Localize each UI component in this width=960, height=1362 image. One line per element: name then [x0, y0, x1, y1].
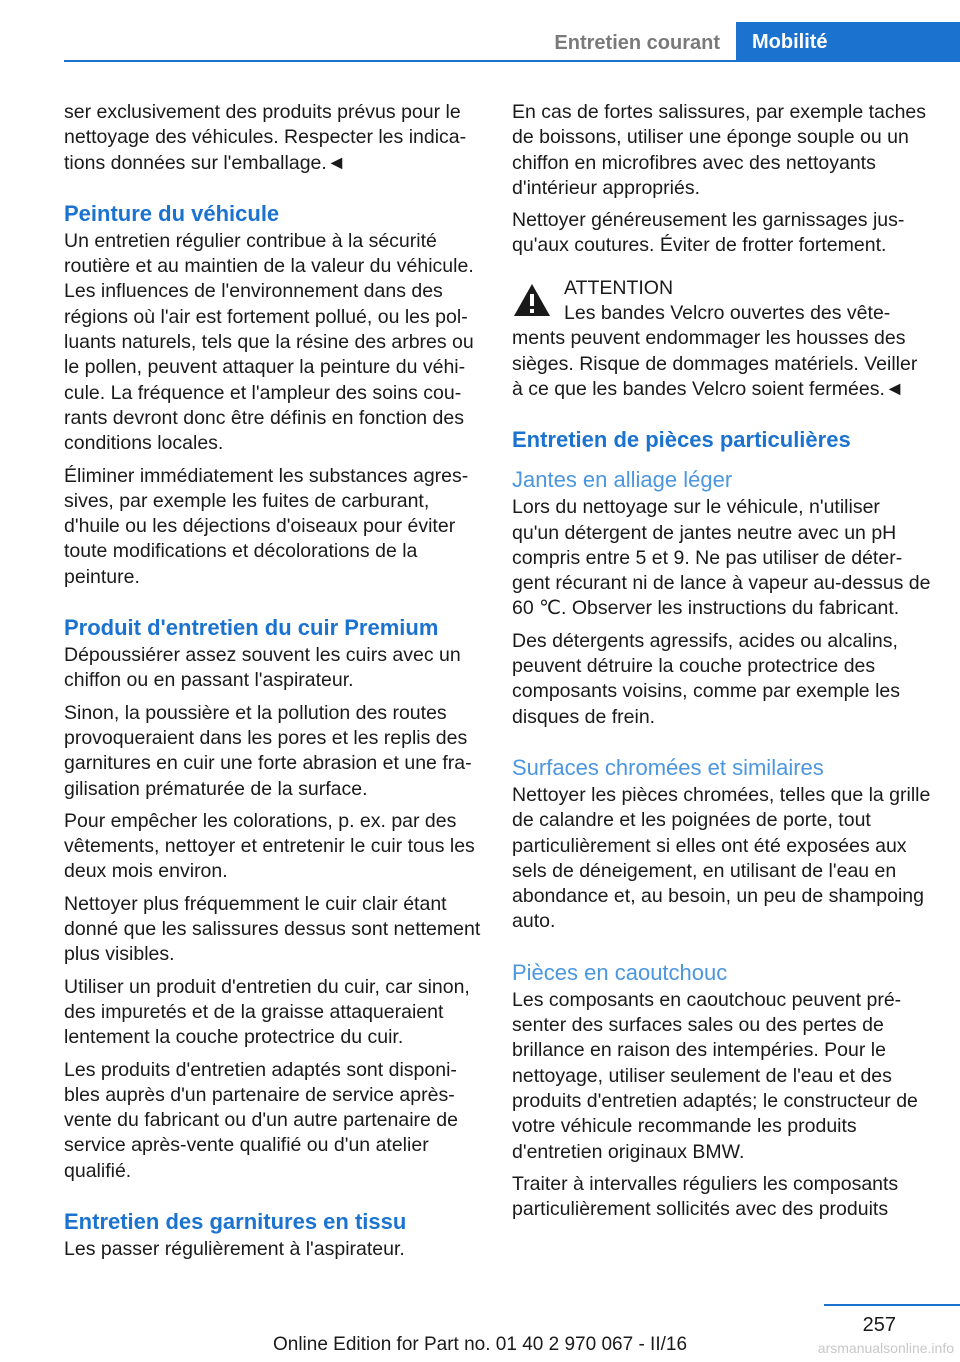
- watermark: arsmanualsonline.info: [817, 1340, 954, 1356]
- left-column: [64, 100, 484, 1269]
- heading-chrome: Surfaces chromées et similaires: [512, 754, 824, 780]
- heading-leather: Produit d'entretien du cuir Premium: [64, 615, 439, 641]
- leather-paragraph-2: Sinon, la poussière et la pollution des routes provoqueraient dans les pores et les replis des garnitures en cuir une forte abrasion et une fragilisation prématurée de la surface.: [64, 701, 472, 800]
- section-tab[interactable]: Entretien courant: [554, 32, 720, 54]
- heading-alloy: Jantes en alliage léger: [512, 467, 733, 493]
- warning-box: [512, 276, 932, 402]
- warning-triangle-icon: [512, 282, 552, 318]
- leather-paragraph-6: Les produits d'entretien adaptés sont disponibles auprès d'un partenaire de service après-vente du fabricant ou d'un autre partenaire de service après-vente qualifié ou d'un atelier qualifié.: [64, 1058, 458, 1182]
- intro-paragraph: ser exclusivement des produits prévus pour le nettoyage des véhicules. Respecter les indications données sur l'emballage.◄: [64, 101, 467, 174]
- leather-paragraph-1: Dépoussiérer assez souvent les cuirs avec un chiffon ou en passant l'aspirateur.: [64, 644, 461, 692]
- fabric-paragraph-3: Nettoyer généreusement les garnissages jusqu'aux coutures. Éviter de frotter fortement.: [512, 209, 905, 257]
- warning-title: ATTENTION: [564, 276, 674, 299]
- heading-paint: Peinture du véhicule: [64, 200, 280, 226]
- header-rule: [64, 60, 960, 62]
- rubber-paragraph-1: Les composants en caoutchouc peuvent présenter des surfaces sales ou des pertes de brillance en raison des intempéries. Pour le nettoyage, utiliser seulement de l'eau et des produits d'entretien adaptés; le constructeur de votre véhicule recommande les produits d'entretien originaux BMW.: [512, 988, 918, 1163]
- heading-parts: Entretien de pièces particulières: [512, 427, 851, 453]
- footer-rule: [824, 1304, 960, 1306]
- paint-paragraph-2: Éliminer immédiatement les substances agressives, par exemple les fuites de carburant, d'huile ou les déjections d'oiseaux pour éviter toute modifications et décolorations de la peinture.: [64, 464, 469, 588]
- right-column: [512, 100, 932, 1229]
- heading-rubber: Pièces en caoutchouc: [512, 959, 728, 985]
- chapter-tab[interactable]: Mobilité: [736, 22, 960, 62]
- alloy-paragraph-2: Des détergents agressifs, acides ou alcalins, peuvent détruire la couche protectrice des composants voisins, comme par exemple les disques de frein.: [512, 629, 900, 728]
- alloy-paragraph-1: Lors du nettoyage sur le véhicule, n'utiliser qu'un détergent de jantes neutre avec un pH compris entre 5 et 9. Ne pas utiliser de détergent récurant ni de lance à vapeur au-dessus de 60 ℃. Observer les instructions du fabricant.: [512, 496, 931, 620]
- heading-fabric: Entretien des garnitures en tissu: [64, 1208, 407, 1234]
- page-header: [0, 0, 960, 62]
- edition-line: Online Edition for Part no. 01 40 2 970 067 - II/16: [272, 1334, 688, 1355]
- leather-paragraph-3: Pour empêcher les colorations, p. ex. par des vêtements, nettoyer et entretenir le cuir tous les deux mois environ.: [64, 809, 475, 883]
- leather-paragraph-4: Nettoyer plus fréquemment le cuir clair étant donné que les salissures dessus sont nettement plus visibles.: [64, 892, 481, 966]
- leather-paragraph-5: Utiliser un produit d'entretien du cuir, car sinon, des impuretés et de la graisse attaqueraient lentement la couche protectrice du cuir.: [64, 975, 470, 1049]
- fabric-paragraph-1: Les passer régulièrement à l'aspirateur.: [64, 1237, 405, 1260]
- page-number: 257: [862, 1314, 896, 1336]
- rubber-paragraph-2: Traiter à intervalles réguliers les composants particulièrement sollicités avec des produits: [512, 1172, 899, 1221]
- warning-text: Les bandes Velcro ouvertes des vêtements peuvent endommager les housses des sièges. Risque de dommages matériels. Veiller à ce que les bandes Velcro soient fermées.◄: [512, 302, 918, 400]
- paint-paragraph-1: Un entretien régulier contribue à la sécurité routière et au maintien de la valeur du véhicule. Les influences de l'environnement dans des régions où l'air est fortement pollué, ou les polluants naturels, tels que la résine des arbres ou le pollen, peuvent attaquer la peinture du véhicule. La fréquence et l'ampleur des soins courants devront donc être définis en fonction des conditions locales.: [64, 229, 474, 455]
- chrome-paragraph-1: Nettoyer les pièces chromées, telles que la grille de calandre et les poignées de porte, tout particulièrement si elles ont été exposées aux sels de déneigement, en utilisant de l'eau en abondance et, au besoin, un peu de shampoing auto.: [512, 783, 931, 933]
- fabric-paragraph-2: En cas de fortes salissures, par exemple taches de boissons, utiliser une éponge souple ou un chiffon en microfibres avec des nettoyants d'intérieur appropriés.: [512, 101, 927, 199]
